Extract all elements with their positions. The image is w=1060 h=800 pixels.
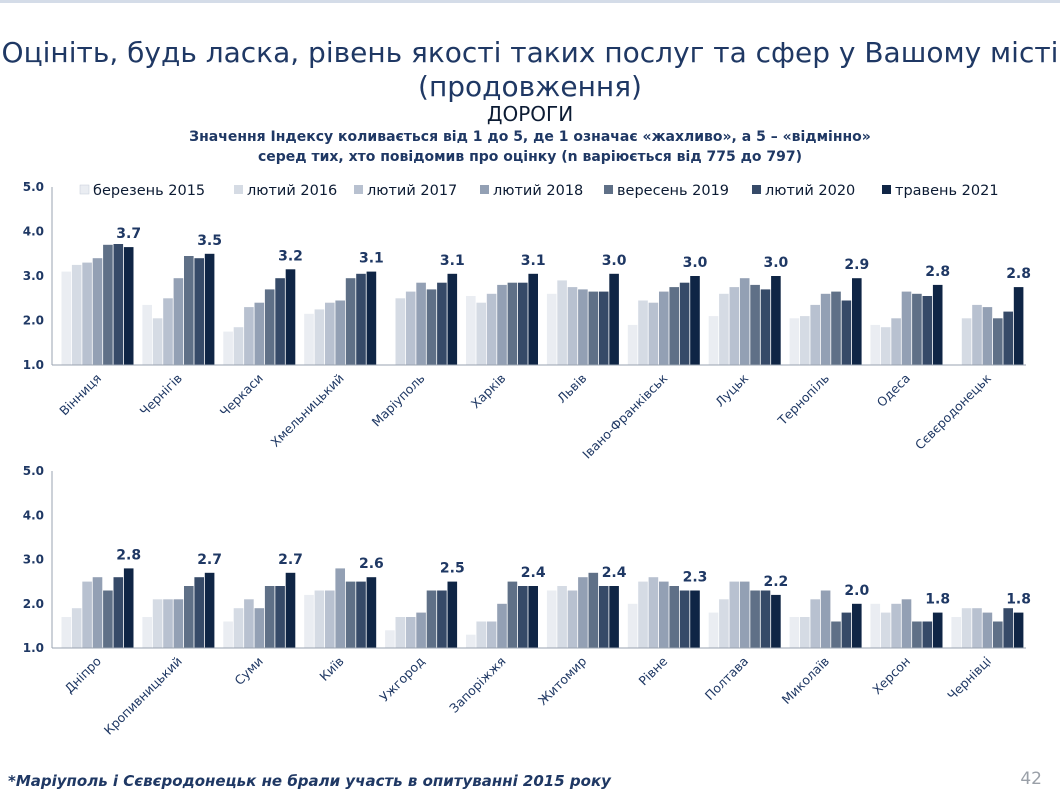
bar	[842, 301, 852, 366]
y-tick-label: 1.0	[22, 358, 44, 372]
bar	[923, 296, 933, 365]
bar	[568, 287, 578, 365]
bar	[286, 573, 296, 648]
data-label: 2.9	[844, 257, 870, 274]
bar	[466, 296, 476, 365]
bar	[719, 599, 729, 648]
bar	[609, 274, 619, 365]
bar	[730, 287, 740, 365]
bar	[114, 244, 124, 365]
bar	[669, 287, 679, 365]
category-label: Херсон	[869, 653, 914, 698]
bar	[578, 577, 588, 648]
bar	[983, 307, 993, 365]
bar	[790, 318, 800, 365]
bar	[852, 604, 862, 648]
data-label: 2.2	[763, 573, 789, 590]
data-label: 3.7	[116, 226, 142, 243]
legend-label: лютий 2016	[247, 183, 338, 199]
bar	[396, 298, 406, 365]
bar	[891, 318, 901, 365]
bar	[223, 332, 233, 365]
bar	[205, 573, 215, 648]
bar	[62, 272, 72, 365]
data-label: 3.0	[601, 252, 627, 269]
bar	[437, 591, 447, 649]
bar	[427, 591, 437, 649]
category-label: Маріуполь	[368, 370, 428, 430]
bar	[750, 285, 760, 365]
bar	[497, 285, 507, 365]
bar	[557, 586, 567, 648]
bar	[659, 292, 669, 365]
bar	[628, 604, 638, 648]
legend-swatch	[752, 185, 761, 194]
title-line-2: (продовження)	[418, 70, 642, 103]
bar	[304, 314, 314, 365]
data-label: 3.0	[682, 255, 708, 271]
y-tick-label: 4.0	[22, 508, 44, 523]
bar	[466, 635, 476, 648]
category-label: Хмельницький	[267, 370, 347, 450]
bar	[912, 294, 922, 365]
bar	[902, 599, 912, 648]
bar	[476, 622, 486, 649]
bar	[983, 613, 993, 648]
category-label: Івано-Франківськ	[579, 370, 671, 462]
legend-label: лютий 2018	[493, 183, 584, 199]
bar	[184, 256, 194, 365]
bar	[993, 622, 1003, 649]
bar	[82, 263, 92, 365]
legend-label: травень 2021	[895, 183, 999, 199]
legend-label: лютий 2020	[765, 183, 856, 199]
bar	[416, 283, 426, 365]
bar	[638, 582, 648, 648]
bar	[385, 630, 395, 648]
bar	[234, 608, 244, 648]
bar	[448, 582, 458, 648]
bar	[153, 599, 163, 648]
bar	[589, 573, 599, 648]
bar	[325, 591, 335, 649]
legend-swatch	[80, 185, 89, 194]
category-label: Суми	[231, 653, 266, 688]
category-label: Ужгород	[376, 653, 428, 705]
data-label: 3.1	[358, 250, 384, 267]
bar	[547, 294, 557, 365]
bar	[821, 591, 831, 649]
data-label: 2.4	[601, 565, 627, 581]
y-tick-label: 1.0	[22, 641, 44, 655]
page-number: 42	[1020, 769, 1042, 789]
bar	[821, 294, 831, 365]
bar	[356, 582, 366, 648]
bar	[761, 591, 771, 649]
bar	[174, 278, 184, 365]
bar	[528, 274, 538, 365]
bar	[962, 318, 972, 365]
bar	[669, 586, 679, 648]
y-tick-label: 5.0	[22, 180, 44, 194]
bar	[771, 595, 781, 648]
bar	[730, 582, 740, 648]
bar	[315, 591, 325, 649]
bar	[800, 617, 810, 648]
bar	[831, 622, 841, 649]
bar	[367, 272, 377, 365]
bar	[951, 617, 961, 648]
category-label: Львів	[554, 370, 590, 406]
bar	[902, 292, 912, 365]
bar	[346, 278, 356, 365]
bar	[367, 577, 377, 648]
category-label: Харків	[467, 370, 509, 412]
bar	[275, 586, 285, 648]
bar	[325, 303, 335, 365]
legend-swatch	[234, 185, 243, 194]
bar	[275, 278, 285, 365]
bar	[912, 622, 922, 649]
category-label: Житомир	[534, 653, 590, 708]
category-label: Запоріжжя	[446, 653, 509, 716]
category-label: Чернівці	[944, 653, 994, 704]
category-label: Київ	[316, 653, 347, 684]
bar	[244, 599, 254, 648]
bar	[205, 254, 215, 365]
data-label: 2.5	[439, 560, 465, 577]
bar	[508, 283, 518, 365]
category-label: Рівне	[635, 653, 671, 689]
category-label: Тернопіль	[774, 370, 833, 428]
bar	[497, 604, 507, 648]
bar	[184, 586, 194, 648]
bar	[740, 582, 750, 648]
bar	[923, 622, 933, 649]
bar	[1003, 312, 1013, 365]
bar	[649, 577, 659, 648]
bar	[93, 258, 103, 365]
bar	[528, 586, 538, 648]
bar	[810, 599, 820, 648]
footnote: *Маріуполь і Сєвєродонецьк не брали участь в опитуванні 2015 року	[8, 772, 611, 790]
bar	[335, 301, 345, 366]
bar	[800, 316, 810, 365]
bar	[163, 298, 173, 365]
data-label: 3.2	[278, 248, 303, 265]
data-label: 2.6	[358, 556, 384, 573]
bar	[933, 285, 943, 365]
bar	[972, 608, 982, 648]
bar	[194, 577, 204, 648]
bar	[265, 289, 275, 365]
bar	[831, 292, 841, 365]
bar	[547, 591, 557, 649]
legend-swatch	[354, 185, 363, 194]
category-label: Вінниця	[56, 370, 105, 419]
bar	[599, 586, 609, 648]
category-label: Кропивницький	[100, 653, 185, 738]
bar	[406, 292, 416, 365]
y-tick-label: 2.0	[22, 313, 44, 328]
data-label: 2.8	[1006, 266, 1032, 283]
legend-label: вересень 2019	[617, 183, 730, 199]
category-label: Чернігів	[136, 370, 185, 419]
bar	[790, 617, 800, 648]
index-note-line-1: Значення Індексу коливається від 1 до 5, де 1 означає «жахливо», а 5 – «відмінно»	[189, 129, 871, 145]
bar	[680, 283, 690, 365]
bar	[416, 613, 426, 648]
bar	[476, 303, 486, 365]
bar	[62, 617, 72, 648]
data-label: 2.8	[116, 547, 142, 564]
data-label: 3.1	[439, 252, 465, 269]
bar	[1003, 608, 1013, 648]
bar	[771, 276, 781, 365]
data-label: 2.8	[925, 263, 951, 280]
bar	[993, 318, 1003, 365]
data-label: 3.1	[520, 252, 546, 269]
bar	[578, 289, 588, 365]
legend-swatch	[480, 185, 489, 194]
y-tick-label: 3.0	[22, 269, 44, 283]
data-label: 2.3	[682, 569, 708, 586]
bar	[437, 283, 447, 365]
bar	[680, 591, 690, 649]
bar	[124, 247, 134, 365]
title-line-1: Оцініть, будь ласка, рівень якості таких послуг та сфер у Вашому місті	[1, 36, 1059, 69]
bar	[174, 599, 184, 648]
bar	[508, 582, 518, 648]
bar	[881, 327, 891, 365]
bar	[255, 608, 265, 648]
bar	[244, 307, 254, 365]
slide-subtitle: ДОРОГИ	[486, 102, 574, 126]
bar	[487, 622, 497, 649]
data-label: 2.4	[520, 565, 546, 581]
bar	[557, 280, 567, 365]
index-note-line-2: серед тих, хто повідомив про оцінку (n варіюється від 775 до 797)	[257, 149, 803, 165]
bar	[335, 568, 345, 648]
bar	[761, 289, 771, 365]
bar	[82, 582, 92, 648]
bar	[163, 599, 173, 648]
bar	[628, 325, 638, 365]
legend-label: лютий 2017	[367, 183, 458, 199]
bar	[690, 591, 700, 649]
data-label: 3.5	[197, 232, 223, 249]
bar	[265, 586, 275, 648]
bar	[315, 309, 325, 365]
bar	[881, 613, 891, 648]
bar	[690, 276, 700, 365]
bar	[1014, 287, 1024, 365]
data-label: 2.7	[278, 551, 303, 568]
bar	[72, 608, 82, 648]
y-tick-label: 2.0	[22, 596, 44, 611]
bar	[234, 327, 244, 365]
category-label: Сєвєродонецьк	[911, 370, 994, 453]
bar	[852, 278, 862, 365]
bar	[709, 613, 719, 648]
bar	[487, 294, 497, 365]
bar	[842, 613, 852, 648]
bar	[448, 274, 458, 365]
y-tick-label: 4.0	[22, 224, 44, 239]
bar	[93, 577, 103, 648]
bar	[223, 622, 233, 649]
category-label: Одеса	[873, 370, 914, 410]
bar	[719, 294, 729, 365]
bar	[649, 303, 659, 365]
bar	[568, 591, 578, 649]
bar	[103, 591, 113, 649]
bar	[750, 591, 760, 649]
bar	[589, 292, 599, 365]
bar	[518, 283, 528, 365]
category-label: Луцьк	[712, 370, 752, 410]
data-label: 2.7	[197, 551, 223, 568]
bar	[518, 586, 528, 648]
legend-swatch	[882, 185, 891, 194]
bar	[124, 568, 134, 648]
bar	[810, 305, 820, 365]
bar	[255, 303, 265, 365]
bar	[142, 617, 152, 648]
bar	[740, 278, 750, 365]
bar	[304, 595, 314, 648]
data-label: 1.8	[1006, 591, 1032, 608]
bar	[599, 292, 609, 365]
y-tick-label: 5.0	[22, 464, 44, 478]
bar	[396, 617, 406, 648]
bar	[891, 604, 901, 648]
bar	[638, 301, 648, 366]
bar	[103, 245, 113, 365]
bar	[709, 316, 719, 365]
bar	[871, 604, 881, 648]
bar	[72, 265, 82, 365]
bar	[659, 582, 669, 648]
bar	[194, 258, 204, 365]
bar	[962, 608, 972, 648]
bar	[286, 269, 296, 365]
bar	[346, 582, 356, 648]
bar	[972, 305, 982, 365]
category-label: Полтава	[701, 653, 752, 704]
bar	[427, 289, 437, 365]
data-label: 3.0	[763, 255, 789, 271]
bar	[153, 318, 163, 365]
data-label: 2.0	[844, 582, 870, 599]
bar	[142, 305, 152, 365]
bar	[114, 577, 124, 648]
y-tick-label: 3.0	[22, 552, 44, 567]
data-label: 1.8	[925, 591, 951, 608]
category-label: Черкаси	[216, 370, 266, 420]
bar	[933, 613, 943, 648]
category-label: Миколаїв	[778, 653, 833, 707]
legend-swatch	[604, 185, 613, 194]
bar	[1014, 613, 1024, 648]
bar	[609, 586, 619, 648]
bar	[356, 274, 366, 365]
category-label: Дніпро	[61, 653, 105, 697]
bar	[871, 325, 881, 365]
legend-label: березень 2015	[93, 183, 206, 199]
bar	[406, 617, 416, 648]
